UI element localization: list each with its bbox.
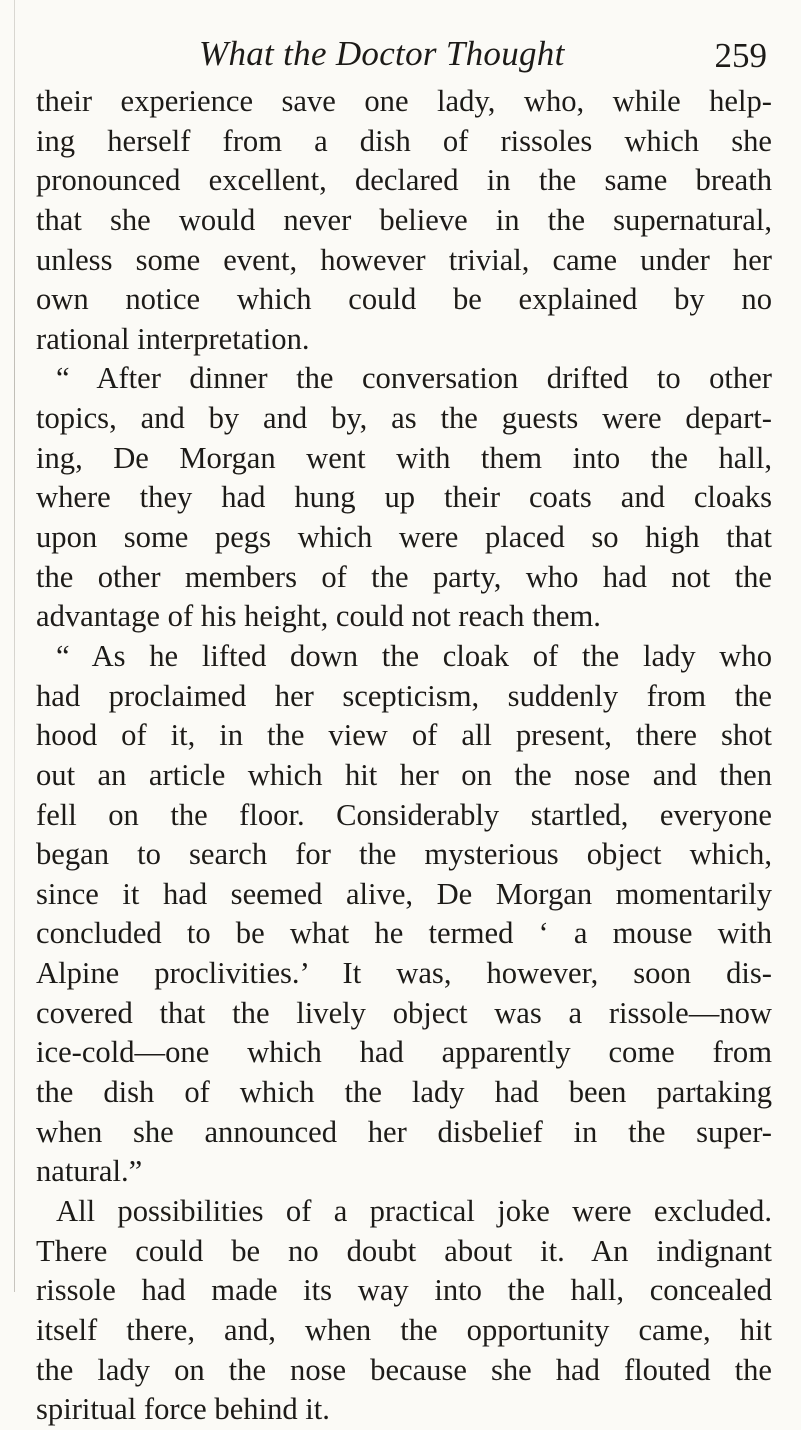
text-line: “ As he lifted down the cloak of the lady who [56, 638, 772, 673]
text-line: spiritual force behind it. [36, 1392, 330, 1427]
text-line: “ After dinner the conversation drifted to other [56, 361, 772, 396]
running-title: What the Doctor Thought [199, 34, 565, 73]
text-line: itself there, and, when the opportunity came, hit [36, 1312, 772, 1347]
page-gutter-edge [14, 0, 15, 1292]
text-line: advantage of his height, could not reach them. [36, 599, 601, 634]
text-line: upon some pegs which were placed so high that [36, 520, 772, 555]
text-line: Alpine proclivities.’ It was, however, soon dis- [36, 956, 772, 991]
text-line: that she would never believe in the supernatural, [36, 202, 772, 237]
text-line: All possibilities of a practical joke were excluded. [56, 1193, 772, 1228]
text-line: concluded to be what he termed ‘ a mouse with [36, 916, 772, 951]
text-line: natural.” [36, 1154, 143, 1189]
text-line: ing herself from a dish of rissoles which she [36, 123, 772, 158]
text-line: the dish of which the lady had been partaking [36, 1075, 772, 1110]
text-line: unless some event, however trivial, came under her [36, 242, 772, 277]
text-line: fell on the floor. Considerably startled, everyone [36, 797, 772, 832]
text-line: covered that the lively object was a rissole—now [36, 995, 772, 1030]
body-text [36, 82, 772, 1430]
text-line: when she announced her disbelief in the super- [36, 1114, 772, 1149]
text-line: rissole had made its way into the hall, concealed [36, 1273, 772, 1308]
text-line: pronounced excellent, declared in the same breath [36, 163, 772, 198]
text-line: where they had hung up their coats and cloaks [36, 480, 772, 515]
text-line: topics, and by and by, as the guests were depart- [36, 401, 772, 436]
text-line: had proclaimed her scepticism, suddenly from the [36, 678, 772, 713]
text-line: the other members of the party, who had not the [36, 559, 772, 594]
text-line: ing, De Morgan went with them into the hall, [36, 440, 772, 475]
text-line: since it had seemed alive, De Morgan momentarily [36, 876, 772, 911]
page-header [199, 30, 767, 82]
text-line: the lady on the nose because she had flouted the [36, 1352, 772, 1387]
text-line: rational interpretation. [36, 321, 310, 356]
text-line: hood of it, in the view of all present, there shot [36, 718, 772, 753]
text-line: began to search for the mysterious object which, [36, 837, 772, 872]
text-line: out an article which hit her on the nose and then [36, 757, 772, 792]
text-line: their experience save one lady, who, while help- [36, 84, 772, 118]
text-line: own notice which could be explained by no [36, 282, 772, 317]
text-line: ice-cold—one which had apparently come from [36, 1035, 772, 1070]
page-number: 259 [714, 36, 767, 75]
text-line: There could be no doubt about it. An indignant [36, 1233, 772, 1268]
